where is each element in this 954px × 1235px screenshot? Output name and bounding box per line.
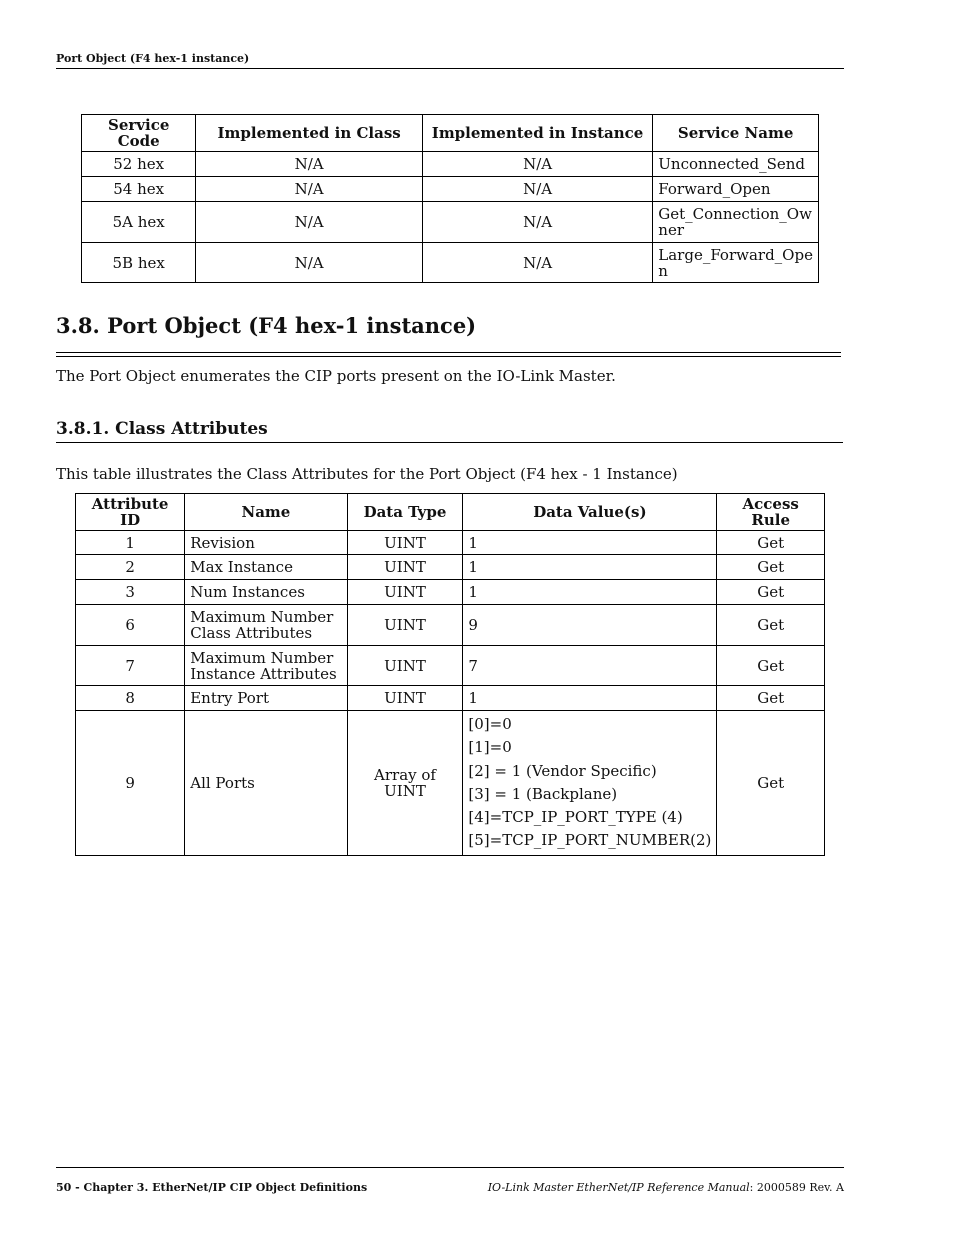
access-rule-cell: Get [717,555,825,580]
subsection-rule [56,442,843,443]
footer-manual [488,1181,844,1194]
service-name-cell: Unconnected_Send [653,152,819,177]
attribute-id-cell: 6 [76,605,185,646]
section-title: 3.8. Port Object (F4 hex-1 instance) [56,313,477,338]
data-value-cell: 1 [463,686,717,711]
table-row [82,243,819,283]
data-type-cell: UINT [347,646,463,686]
service-name-cell: Forward_Open [653,177,819,202]
column-header: Data Type [347,494,463,531]
access-rule-cell: Get [717,686,825,711]
attribute-id-cell: 9 [76,711,185,856]
service-name-cell [653,243,819,283]
attribute-id-cell: 7 [76,646,185,686]
table-row [82,202,819,243]
service-code-cell: 5B hex [82,243,196,283]
column-header: Service Name [653,115,819,152]
data-type-cell: UINT [347,555,463,580]
attribute-name-cell: All Ports [185,711,347,856]
table-header-row [82,115,819,152]
column-header: Implemented in Class [196,115,422,152]
attribute-name-line: Maximum Number [190,648,334,667]
services-table [81,114,819,283]
data-value-cell [463,711,717,856]
footer-manual-title: IO-Link Master EtherNet/IP Reference Manual [487,1181,750,1194]
service-name-line: Get_Connection_Ow [658,205,812,223]
table-row [76,555,825,580]
column-header: Implemented in Instance [422,115,652,152]
service-code-cell: 5A hex [82,202,196,243]
data-value-cell: 1 [463,555,717,580]
instance-cell: N/A [422,152,652,177]
data-value-line: [3] = 1 (Backplane) [468,784,618,803]
section-rule-top [56,352,841,353]
data-type-cell: UINT [347,686,463,711]
footer-chapter: 50 - Chapter 3. EtherNet/IP CIP Object Definitions [56,1181,368,1194]
instance-cell: N/A [422,202,652,243]
column-header: Name [185,494,347,531]
table-row [76,580,825,605]
header-rule [56,68,844,69]
attribute-name-cell: Num Instances [185,580,347,605]
access-rule-cell: Get [717,646,825,686]
instance-cell: N/A [422,177,652,202]
attribute-name-line: Instance Attributes [190,664,337,683]
table-row [82,177,819,202]
data-type-cell: UINT [347,580,463,605]
footer-manual-revision: : 2000589 Rev. A [749,1181,844,1194]
data-value-cell: 9 [463,605,717,646]
table-row [76,711,825,856]
class-cell: N/A [196,202,422,243]
access-rule-cell: Get [717,711,825,856]
table-row [76,531,825,555]
column-header: Service Code [82,115,196,152]
class-cell: N/A [196,177,422,202]
attribute-name-cell [185,646,347,686]
service-code-cell: 52 hex [82,152,196,177]
service-name-line: ner [658,221,684,239]
table-row [82,152,819,177]
table-row [76,605,825,646]
access-rule-cell: Get [717,531,825,555]
service-name-cell [653,202,819,243]
service-code-cell: 54 hex [82,177,196,202]
attribute-id-cell: 2 [76,555,185,580]
attribute-id-cell: 8 [76,686,185,711]
attribute-name-line: Maximum Number [190,608,334,626]
table-row [76,686,825,711]
data-value-line: [5]=TCP_IP_PORT_NUMBER(2) [468,831,712,850]
data-value-line: [4]=TCP_IP_PORT_TYPE (4) [468,808,683,827]
column-header: Data Value(s) [463,494,717,531]
attribute-name-cell [185,605,347,646]
data-type-cell: UINT [347,605,463,646]
access-rule-cell: Get [717,605,825,646]
class-cell: N/A [196,152,422,177]
column-header: Attribute ID [76,494,185,531]
service-name-line: n [658,261,668,280]
running-header: Port Object (F4 hex-1 instance) [56,52,250,65]
attribute-name-cell: Max Instance [185,555,347,580]
data-value-line: [2] = 1 (Vendor Specific) [468,761,657,780]
attribute-name-line: Class Attributes [190,624,313,642]
access-rule-cell: Get [717,580,825,605]
class-cell: N/A [196,243,422,283]
data-value-line: [0]=0 [468,715,512,733]
class-attributes-table [75,493,825,856]
attribute-name-cell: Revision [185,531,347,555]
instance-cell: N/A [422,243,652,283]
table-header-row [76,494,825,531]
attribute-id-cell: 1 [76,531,185,555]
section-rule-bottom [56,356,841,357]
data-value-cell: 1 [463,580,717,605]
data-value-cell: 7 [463,646,717,686]
subsection-title: 3.8.1. Class Attributes [56,419,268,439]
attribute-name-cell: Entry Port [185,686,347,711]
data-value-cell: 1 [463,531,717,555]
footer-rule [56,1167,844,1168]
column-header: Access Rule [717,494,825,531]
section-intro: The Port Object enumerates the CIP ports present on the IO-Link Master. [56,367,616,385]
attribute-id-cell: 3 [76,580,185,605]
table-row [76,646,825,686]
data-value-line: [1]=0 [468,738,512,757]
data-type-cell: Array of UINT [347,711,463,856]
service-name-line: Large_Forward_Ope [658,245,813,264]
subsection-intro: This table illustrates the Class Attributes for the Port Object (F4 hex - 1 Instance) [56,465,678,483]
data-type-cell: UINT [347,531,463,555]
